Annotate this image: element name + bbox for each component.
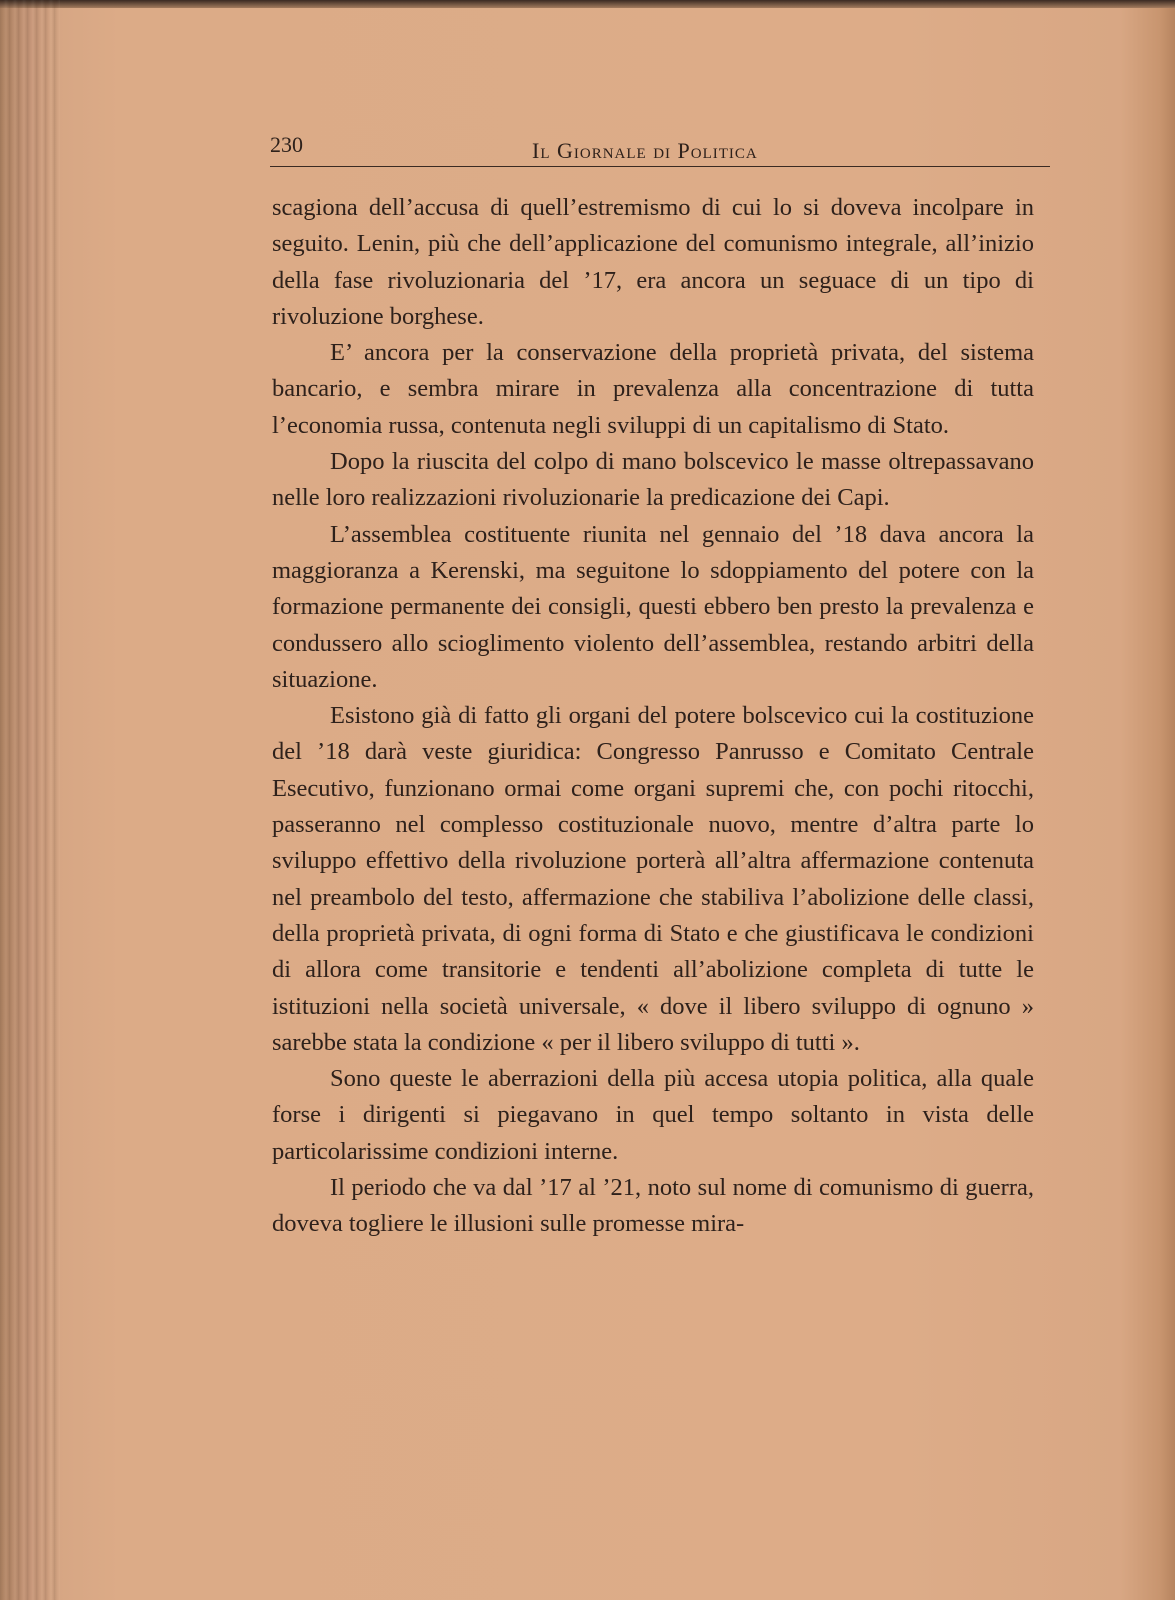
header-rule [270, 166, 1050, 167]
page-header [270, 132, 1050, 172]
paragraph-2: E’ ancora per la conservazione della proprietà privata, del sistema bancario, e sembra mirare in prevalenza alla concentrazione di tutta l’economia russa, contenuta negli sviluppi di un capitalismo di Stato. [272, 339, 1034, 439]
paragraph-5: Esistono già di fatto gli organi del potere bolscevico cui la costituzione del ’18 darà veste giuridica: Congresso Panrusso e Comitato Centrale Esecutivo, funzionano ormai come organi supremi che, con pochi ritocchi, passeranno nel complesso costituzionale nuovo, mentre d’altra parte lo sviluppo effettivo della rivoluzione porterà all’altra affermazione contenuta nel preambolo del testo, affermazione che stabiliva l’abolizione delle classi, della proprietà privata, di ogni forma di Stato e che giustificava le condizioni di allora come transitorie e tendenti all’abolizione completa di tutte le istituzioni nella società universale, « dove il libero sviluppo di ognuno » sarebbe stata la condizione « per il libero sviluppo di tutti ». [272, 702, 1034, 1056]
paragraph-7: Il periodo che va dal ’17 al ’21, noto sul nome di comunismo di guerra, doveva togliere le illusioni sulle promesse mira- [272, 1174, 1034, 1238]
page-number: 230 [270, 132, 303, 157]
page-top-edge [0, 0, 1175, 8]
paragraph-6: Sono queste le aberrazioni della più accesa utopia politica, alla quale forse i dirigenti si piegavano in quel tempo soltanto in vista delle particolarissime condizioni interne. [272, 1065, 1034, 1165]
paragraph-1: scagiona dell’accusa di quell’estremismo di cui lo si doveva incolpare in seguito. Lenin, più che dell’applicazione del comunismo integrale, all’inizio della fase rivoluzionaria del ’17, era ancora un seguace di un tipo di rivoluzione borghese. [272, 194, 1034, 330]
paragraph-4: L’assemblea costituente riunita nel gennaio del ’18 dava ancora la maggioranza a Kerenski, ma seguitone lo sdoppiamento del potere con la formazione permanente dei consigli, questi ebbero ben presto la prevalenza e condussero allo scioglimento violento dell’assemblea, restando arbitri della situazione. [272, 520, 1034, 693]
binding-gutter [0, 0, 60, 1600]
running-title: Il Giornale di Politica [532, 138, 758, 163]
body-text [272, 190, 1034, 1243]
paragraph-3: Dopo la riuscita del colpo di mano bolscevico le masse oltrepassavano nelle loro realizzazioni rivoluzionarie la predicazione dei Capi. [272, 448, 1034, 512]
